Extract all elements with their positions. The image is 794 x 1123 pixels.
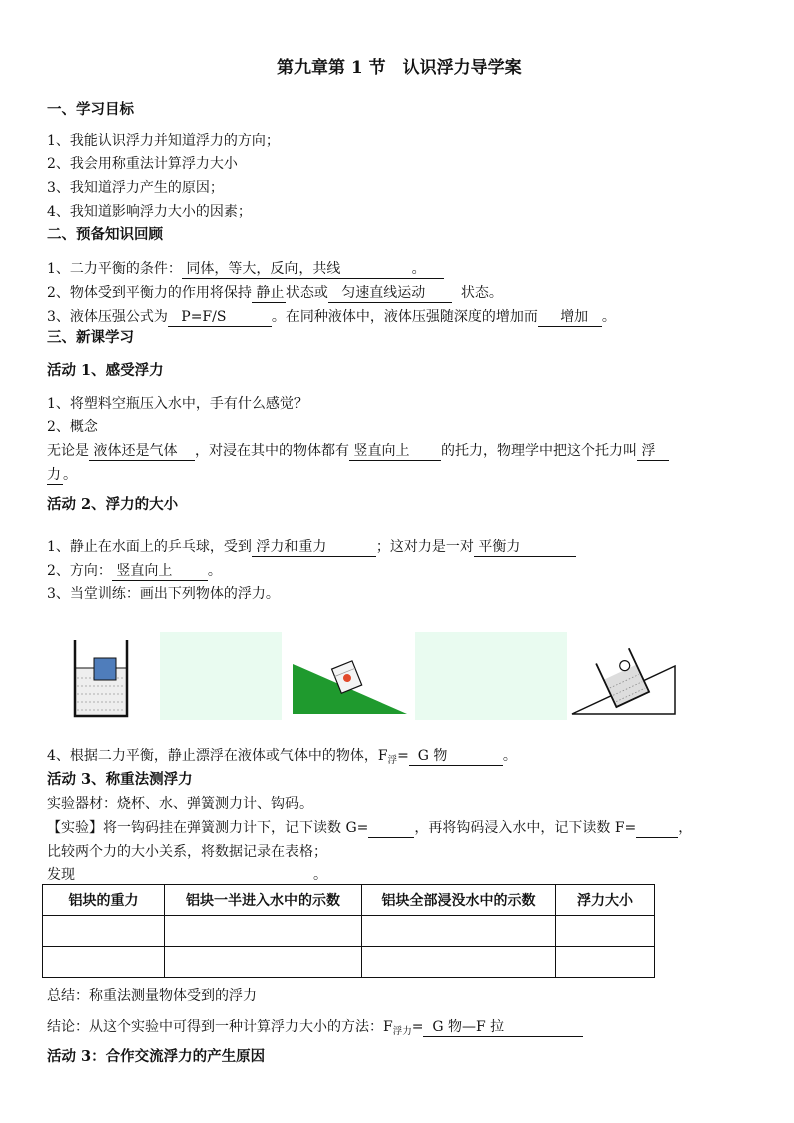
answer-text: 平衡力 xyxy=(478,539,521,555)
text: 状态或 xyxy=(285,285,328,301)
subscript: 浮 xyxy=(387,755,398,766)
figure-svg xyxy=(55,630,680,722)
goal-item: 2、我会用称重法计算浮力大小 xyxy=(47,156,238,172)
review-line-2 xyxy=(47,283,503,303)
answer-text: 静止 xyxy=(256,285,285,301)
answer-blank xyxy=(349,443,441,461)
answer-blank xyxy=(637,443,669,461)
table-cell[interactable] xyxy=(556,916,655,947)
table-row xyxy=(43,947,655,978)
answer-blank xyxy=(182,261,444,279)
text: 4、根据二力平衡，静止漂浮在液体或气体中的物体，F xyxy=(47,748,388,764)
finding-line xyxy=(47,865,327,885)
section-heading-goals: 一、学习目标 xyxy=(47,101,134,118)
conclusion-line xyxy=(47,1017,583,1042)
page-title: 第九章第 1 节 认识浮力导学案 xyxy=(277,58,522,78)
text: ，再将钩码浸入水中，记下读数 F= xyxy=(414,820,637,836)
text: 。 xyxy=(207,563,222,579)
table-header-cell: 铝块全部浸没水中的示数 xyxy=(362,885,556,916)
table-header-cell: 铝块的重力 xyxy=(43,885,165,916)
text: ，对浸在其中的物体都有 xyxy=(195,443,349,459)
text: 结论：从这个实验中可得到一种计算浮力大小的方法：F xyxy=(47,1019,393,1035)
text: 。 xyxy=(601,309,616,325)
figure-strip xyxy=(55,630,680,722)
answer-blank xyxy=(252,539,376,557)
floating-block xyxy=(94,658,116,680)
text: ；这对力是一对 xyxy=(375,539,474,555)
table-row xyxy=(43,916,655,947)
text: 3、液体压强公式为 xyxy=(47,309,168,325)
answer-text: G 物 xyxy=(417,748,448,764)
text: 【实验】将一钩码挂在弹簧测力计下，记下读数 G= xyxy=(47,820,369,836)
equipment-line: 实验器材：烧杯、水、弹簧测力计、钩码。 xyxy=(47,796,313,812)
act2-line-2 xyxy=(47,561,222,581)
subscript: 浮力 xyxy=(392,1026,412,1037)
answer-blank xyxy=(75,867,313,885)
answer-text: 液体还是气体 xyxy=(93,443,178,459)
text: 。 xyxy=(63,467,77,483)
table-cell[interactable] xyxy=(43,947,165,978)
answer-blank xyxy=(474,539,576,557)
table-cell[interactable] xyxy=(165,947,362,978)
panel-4 xyxy=(415,632,567,720)
answer-text: 浮 xyxy=(641,443,656,459)
section-heading-new-learning: 三、新课学习 xyxy=(47,329,134,346)
experiment-line xyxy=(47,818,692,838)
activity-heading-2: 活动 2、浮力的大小 xyxy=(47,496,179,513)
concept-line-wrap xyxy=(47,465,77,485)
answer-blank xyxy=(168,309,272,327)
answer-text: 增加 xyxy=(560,309,589,325)
table-header-row xyxy=(43,885,655,916)
goal-item: 3、我知道浮力产生的原因； xyxy=(47,180,224,196)
text: 1、静止在水面上的乒乓球，受到 xyxy=(47,539,252,555)
table-cell[interactable] xyxy=(43,916,165,947)
text: 发现 xyxy=(47,867,75,883)
text: 1、二力平衡的条件： xyxy=(47,261,182,277)
text: 。 xyxy=(411,261,426,277)
answer-text: G 物—F 拉 xyxy=(432,1019,505,1035)
answer-blank xyxy=(368,820,414,838)
answer-blank xyxy=(252,285,286,303)
text: 状态。 xyxy=(460,285,503,301)
act2-line-1 xyxy=(47,537,576,557)
compare-line: 比较两个力的大小关系，将数据记录在表格； xyxy=(47,844,327,860)
answer-text: 竖直向上 xyxy=(116,563,173,579)
table-cell[interactable] xyxy=(362,947,556,978)
text: = xyxy=(397,748,409,764)
review-line-3 xyxy=(47,307,616,327)
answer-text: 匀速直线运动 xyxy=(341,285,426,301)
answer-blank xyxy=(538,309,602,327)
activity-heading-4: 活动 3：合作交流浮力的产生原因 xyxy=(47,1048,266,1065)
data-table xyxy=(42,884,655,978)
answer-text: P=F/S xyxy=(181,309,227,325)
table-cell[interactable] xyxy=(362,916,556,947)
activity-heading-1: 活动 1、感受浮力 xyxy=(47,362,164,379)
text: ， xyxy=(678,820,693,836)
goal-item: 1、我能认识浮力并知道浮力的方向； xyxy=(47,133,280,149)
answer-blank xyxy=(328,285,452,303)
answer-blank xyxy=(89,443,195,461)
answer-blank xyxy=(112,563,208,581)
text: = xyxy=(411,1019,424,1035)
answer-blank xyxy=(409,748,503,766)
table-header-cell: 浮力大小 xyxy=(556,885,655,916)
text: 的托力，物理学中把这个托力叫 xyxy=(441,443,637,459)
table-cell[interactable] xyxy=(165,916,362,947)
panel-2 xyxy=(160,632,282,720)
answer-text: 同体，等大，反向，共线 xyxy=(186,261,341,277)
answer-text: 浮力和重力 xyxy=(256,539,327,555)
question-line: 2、概念 xyxy=(47,419,98,435)
summary-line: 总结：称重法测量物体受到的浮力 xyxy=(47,988,257,1004)
answer-blank xyxy=(423,1019,583,1037)
activity-heading-3: 活动 3、称重法测浮力 xyxy=(47,771,193,788)
section-heading-review: 二、预备知识回顾 xyxy=(47,226,163,243)
text: 无论是 xyxy=(47,443,89,459)
text: 。 xyxy=(313,867,327,883)
table-header-cell: 铝块一半进入水中的示数 xyxy=(165,885,362,916)
text: 。在同种液体中，液体压强随深度的增加而 xyxy=(271,309,538,325)
review-line-1 xyxy=(47,259,444,279)
text: 2、物体受到平衡力的作用将保持 xyxy=(47,285,252,301)
answer-text: 竖直向上 xyxy=(353,443,410,459)
act2-line-4 xyxy=(47,746,517,771)
text: 。 xyxy=(502,748,517,764)
act2-line-3: 3、当堂训练：画出下列物体的浮力。 xyxy=(47,586,280,602)
text: 2、方向： xyxy=(47,563,112,579)
answer-text: 力 xyxy=(47,467,61,483)
goal-item: 4、我知道影响浮力大小的因素； xyxy=(47,204,252,220)
concept-line xyxy=(47,441,669,461)
question-line: 1、将塑料空瓶压入水中，手有什么感觉？ xyxy=(47,396,308,412)
answer-blank xyxy=(636,820,678,838)
answer-blank xyxy=(47,467,63,485)
table-cell[interactable] xyxy=(556,947,655,978)
